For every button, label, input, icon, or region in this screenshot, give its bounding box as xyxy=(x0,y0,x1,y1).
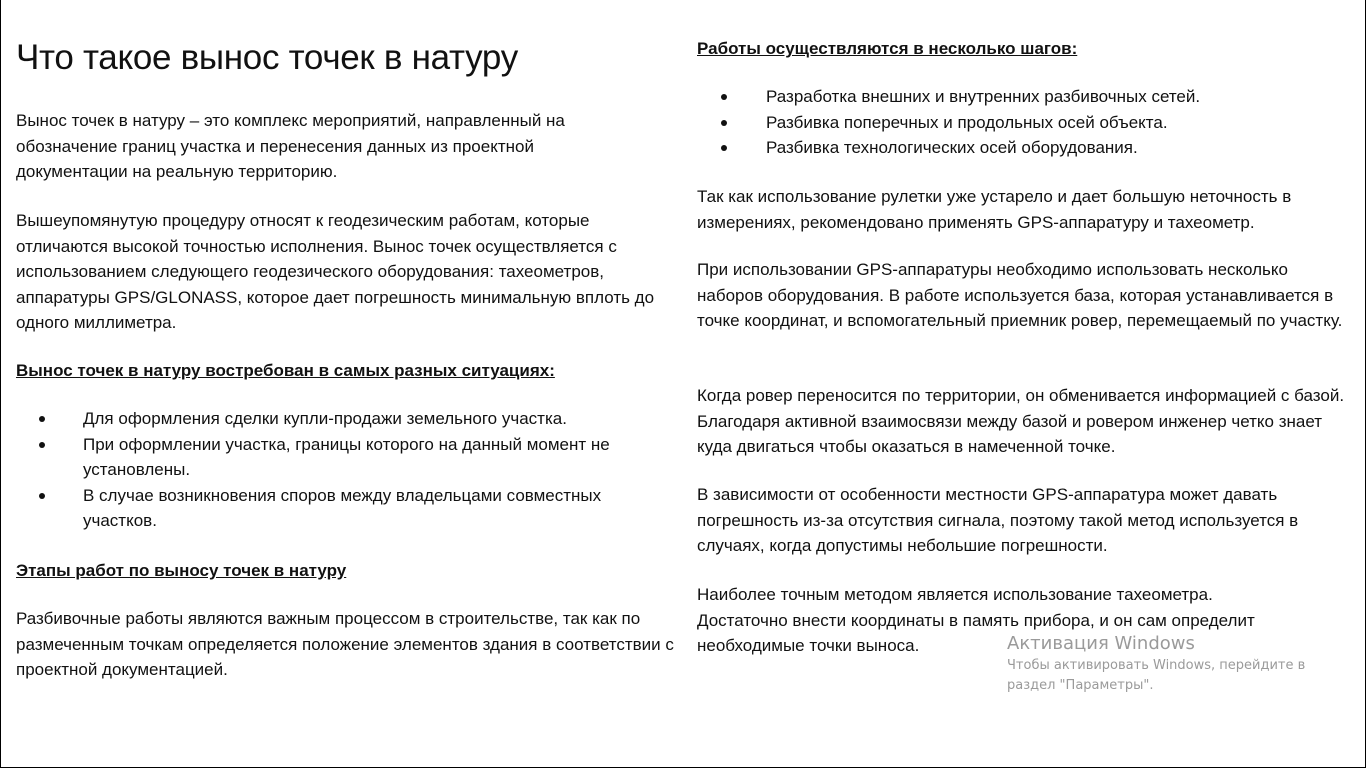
equipment-paragraph: Вышеупомянутую процедуру относят к геодезическим работам, которые отличаются высокой точностью исполнения. Вынос точек осуществляется с использованием следующего геодезического оборудования: тахеометров, аппаратуры GPS/GLONASS, которое дает погрешность минимальную вплоть до одного миллиметра. xyxy=(16,211,655,332)
list-item-text: Разбивка поперечных и продольных осей объекта. xyxy=(766,112,1168,132)
total-station-paragraph: Наиболее точным методом является использование тахеометра. Достаточно внести координаты в память прибора, и он сам определит необходимые точки выноса. xyxy=(697,585,1255,655)
intro-paragraph: Вынос точек в натуру – это комплекс мероприятий, направленный на обозначение границ участка и перенесения данных из проектной документации на реальную территорию. xyxy=(16,111,565,181)
gps-equipment-paragraph: При использовании GPS-аппаратуры необходимо использовать несколько наборов оборудования. В работе используется база, которая устанавливается в точке координат, и вспомогательный приемник ровер, перемещаемый по участку. xyxy=(697,260,1343,330)
list-item-text: Для оформления сделки купли-продажи земельного участка. xyxy=(83,409,567,428)
list-item xyxy=(697,110,1347,136)
situations-list xyxy=(16,406,676,534)
page-title: Что такое вынос точек в натуру xyxy=(16,38,518,77)
list-item xyxy=(697,84,1347,110)
list-item-text: Разбивка технологических осей оборудования. xyxy=(766,138,1138,157)
stages-paragraph: Разбивочные работы являются важным процессом в строительстве, так как по размеченным точкам определяется положение элементов здания в соответствии с проектной документацией. xyxy=(16,609,674,679)
bullet-icon xyxy=(721,120,727,126)
list-item xyxy=(16,406,676,432)
list-item-text: При оформлении участка, границы которого на данный момент не установлены. xyxy=(83,434,610,479)
list-item xyxy=(697,135,1347,161)
bullet-icon xyxy=(39,493,45,499)
bullet-icon xyxy=(721,145,727,151)
list-item-text: Разработка внешних и внутренних разбивочных сетей. xyxy=(766,87,1201,106)
windows-activation-watermark xyxy=(1007,632,1337,696)
bullet-icon xyxy=(39,416,45,422)
tape-measure-paragraph: Так как использование рулетки уже устарело и дает большую неточность в измерениях, рекомендовано применять GPS-аппаратуру и тахеометр. xyxy=(697,187,1292,232)
stages-heading: Этапы работ по выносу точек в натуру xyxy=(16,561,347,580)
watermark-title: Активация Windows xyxy=(1007,633,1195,654)
list-item xyxy=(16,432,663,483)
steps-heading: Работы осуществляются в несколько шагов: xyxy=(697,39,1078,58)
watermark-text: Чтобы активировать Windows, перейдите в раздел "Параметры". xyxy=(1007,658,1306,693)
situations-heading: Вынос точек в натуру востребован в самых разных ситуациях: xyxy=(16,361,555,380)
steps-list xyxy=(697,84,1347,161)
bullet-icon xyxy=(39,442,45,448)
list-item-text: В случае возникновения споров между владельцами совместных участков. xyxy=(83,485,602,530)
bullet-icon xyxy=(721,94,727,100)
list-item xyxy=(16,483,663,534)
rover-paragraph: Когда ровер переносится по территории, он обменивается информацией с базой. Благодаря активной взаимосвязи между базой и ровером инженер четко знает куда двигаться чтобы оказаться в намеченной точке. xyxy=(697,386,1345,456)
terrain-paragraph: В зависимости от особенности местности GPS-аппаратура может давать погрешность из-за отсутствия сигнала, поэтому такой метод используется в случаях, когда допустимы небольшие погрешности. xyxy=(697,485,1299,555)
